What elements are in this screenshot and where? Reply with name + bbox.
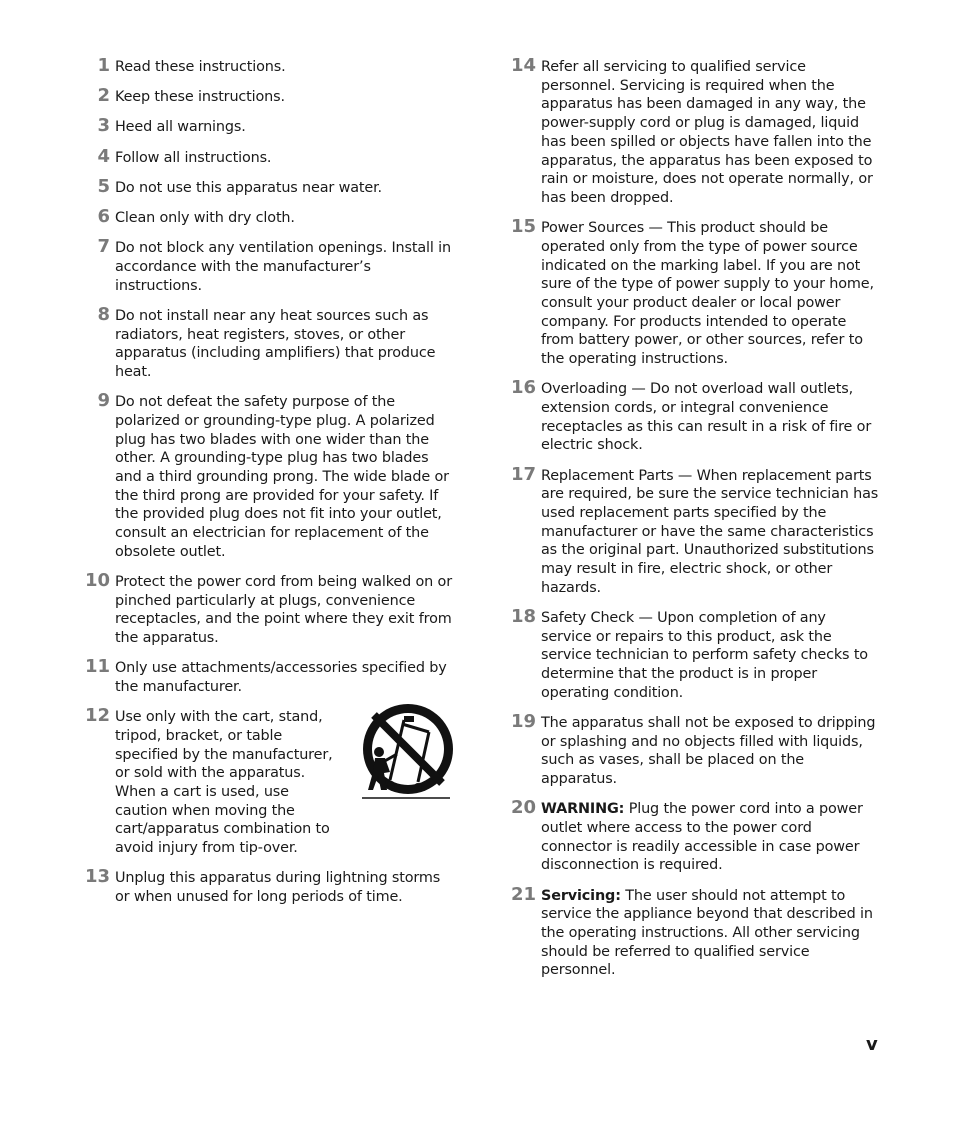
item-text [541, 800, 880, 875]
instruction-item-14 [508, 55, 880, 208]
item-text: Do not block any ventilation openings. Install in accordance with the manufacturer’s instructions. [115, 240, 451, 294]
item-text [541, 887, 880, 981]
warning-lead: WARNING: [541, 801, 625, 818]
item-number: 21 [510, 883, 536, 905]
item-text: Do not defeat the safety purpose of the polarized or grounding-type plug. A polarized plug has two blades with one wider than the other. A grounding-type plug has two blades and a third grounding prong. The wide blade or the third prong are provided for your safety. If the provided plug does not fit into your outlet, consult an electrician for replacement of the obsolete outlet. [115, 394, 449, 560]
instruction-item-8 [82, 303, 454, 382]
item-number: 2 [97, 85, 110, 107]
instruction-item-7 [82, 236, 454, 295]
item-number: 3 [97, 115, 110, 137]
item-number: 20 [510, 797, 536, 819]
item-number: 12 [84, 705, 110, 727]
item-text: Unplug this apparatus during lightning storms or when unused for long periods of time. [115, 870, 441, 906]
item-number: 5 [97, 175, 110, 197]
item-text: Safety Check — Upon completion of any service or repairs to this product, ask the service technician to perform safety checks to determine that the product is in proper operating condition. [541, 609, 868, 701]
item-number: 6 [97, 206, 110, 228]
item-number: 8 [97, 303, 110, 325]
item-number: 16 [510, 377, 536, 399]
cart-tip-over-warning-icon [360, 702, 454, 800]
instruction-item-3 [82, 115, 454, 137]
instruction-item-10 [82, 569, 454, 648]
item-text: Refer all servicing to qualified service personnel. Servicing is required when the apparatus has been damaged in any way, the power-supply cord or plug is damaged, liquid has been spilled or objects have fallen into the apparatus, the apparatus has been exposed to rain or moisture, does not operate normally, or has been dropped. [541, 59, 873, 206]
item-text: Protect the power cord from being walked on or pinched particularly at plugs, convenience receptacles, and the point where they exit from the apparatus. [115, 573, 452, 647]
instruction-item-11 [82, 656, 454, 696]
item-number: 4 [97, 145, 110, 167]
item-text: Use only with the cart, stand, tripod, bracket, or table specified by the manufacturer, or sold with the apparatus. When a cart is used, use caution when moving the cart/apparatus combination to avoid injury from tip-over. [115, 709, 333, 857]
item-number: 7 [97, 236, 110, 258]
item-number: 11 [84, 656, 110, 678]
item-text: Overloading — Do not overload wall outlets, extension cords, or integral convenience receptacles as this can result in a risk of fire or electric shock. [541, 381, 872, 454]
item-number: 10 [84, 569, 110, 591]
item-number: 9 [97, 390, 110, 412]
instruction-item-19 [508, 711, 880, 789]
instruction-item-21 [508, 883, 880, 981]
warning-body: Plug the power cord into a power outlet where access to the power cord connector is readily accessible in case power disconnection is required. [541, 801, 863, 874]
instruction-item-1 [82, 55, 454, 77]
instruction-item-20 [508, 797, 880, 875]
instruction-item-2 [82, 85, 454, 107]
instruction-item-9 [82, 390, 454, 561]
servicing-lead: Servicing: [541, 887, 621, 904]
item-number: 18 [510, 605, 536, 627]
item-number: 17 [510, 463, 536, 485]
item-number: 15 [510, 216, 536, 238]
item-number: 13 [84, 866, 110, 888]
page-number: v [866, 1034, 878, 1055]
servicing-body: The user should not attempt to service the appliance beyond that described in the operating instructions. All other servicing should be referred to qualified service personnel. [541, 887, 873, 979]
instruction-item-16 [508, 377, 880, 455]
instruction-item-13 [82, 866, 454, 906]
instruction-item-5 [82, 175, 454, 198]
item-text: Follow all instructions. [115, 149, 272, 166]
instruction-item-6 [82, 206, 454, 228]
instruction-item-12 [82, 705, 454, 858]
item-number: 19 [510, 711, 536, 732]
item-number: 1 [97, 55, 110, 76]
item-text: Power Sources — This product should be operated only from the type of power source indicated on the marking label. If you are not sure of the type of power supply to your home, consult your product dealer or local power company. For products intended to operate from battery power, or other sources, refer to the operating instructions. [541, 220, 874, 368]
item-text: Keep these instructions. [115, 89, 285, 106]
left-column [82, 55, 454, 918]
instruction-item-18 [508, 605, 880, 703]
item-text: Clean only with dry cloth. [115, 210, 295, 227]
item-text: Read these instructions. [115, 59, 286, 75]
item-number: 14 [510, 55, 536, 76]
item-text: Heed all warnings. [115, 119, 246, 136]
item-text: Replacement Parts — When replacement parts are required, be sure the service technician has used replacement parts specified by the manufacturer or have the same characteristics as the original part. Unauthorized substitutions may result in fire, electric shock, or other hazards. [541, 467, 879, 596]
instruction-item-17 [508, 463, 880, 598]
item-text: Only use attachments/accessories specified by the manufacturer. [115, 660, 447, 695]
instruction-item-15 [508, 216, 880, 369]
instruction-item-4 [82, 145, 454, 168]
item-text: Do not use this apparatus near water. [115, 179, 382, 196]
right-column [508, 55, 880, 992]
item-text: Do not install near any heat sources such as radiators, heat registers, stoves, or other apparatus (including amplifiers) that produce heat. [115, 307, 436, 380]
item-text: The apparatus shall not be exposed to dripping or splashing and no objects filled with liquids, such as vases, shall be placed on the apparatus. [541, 715, 876, 788]
